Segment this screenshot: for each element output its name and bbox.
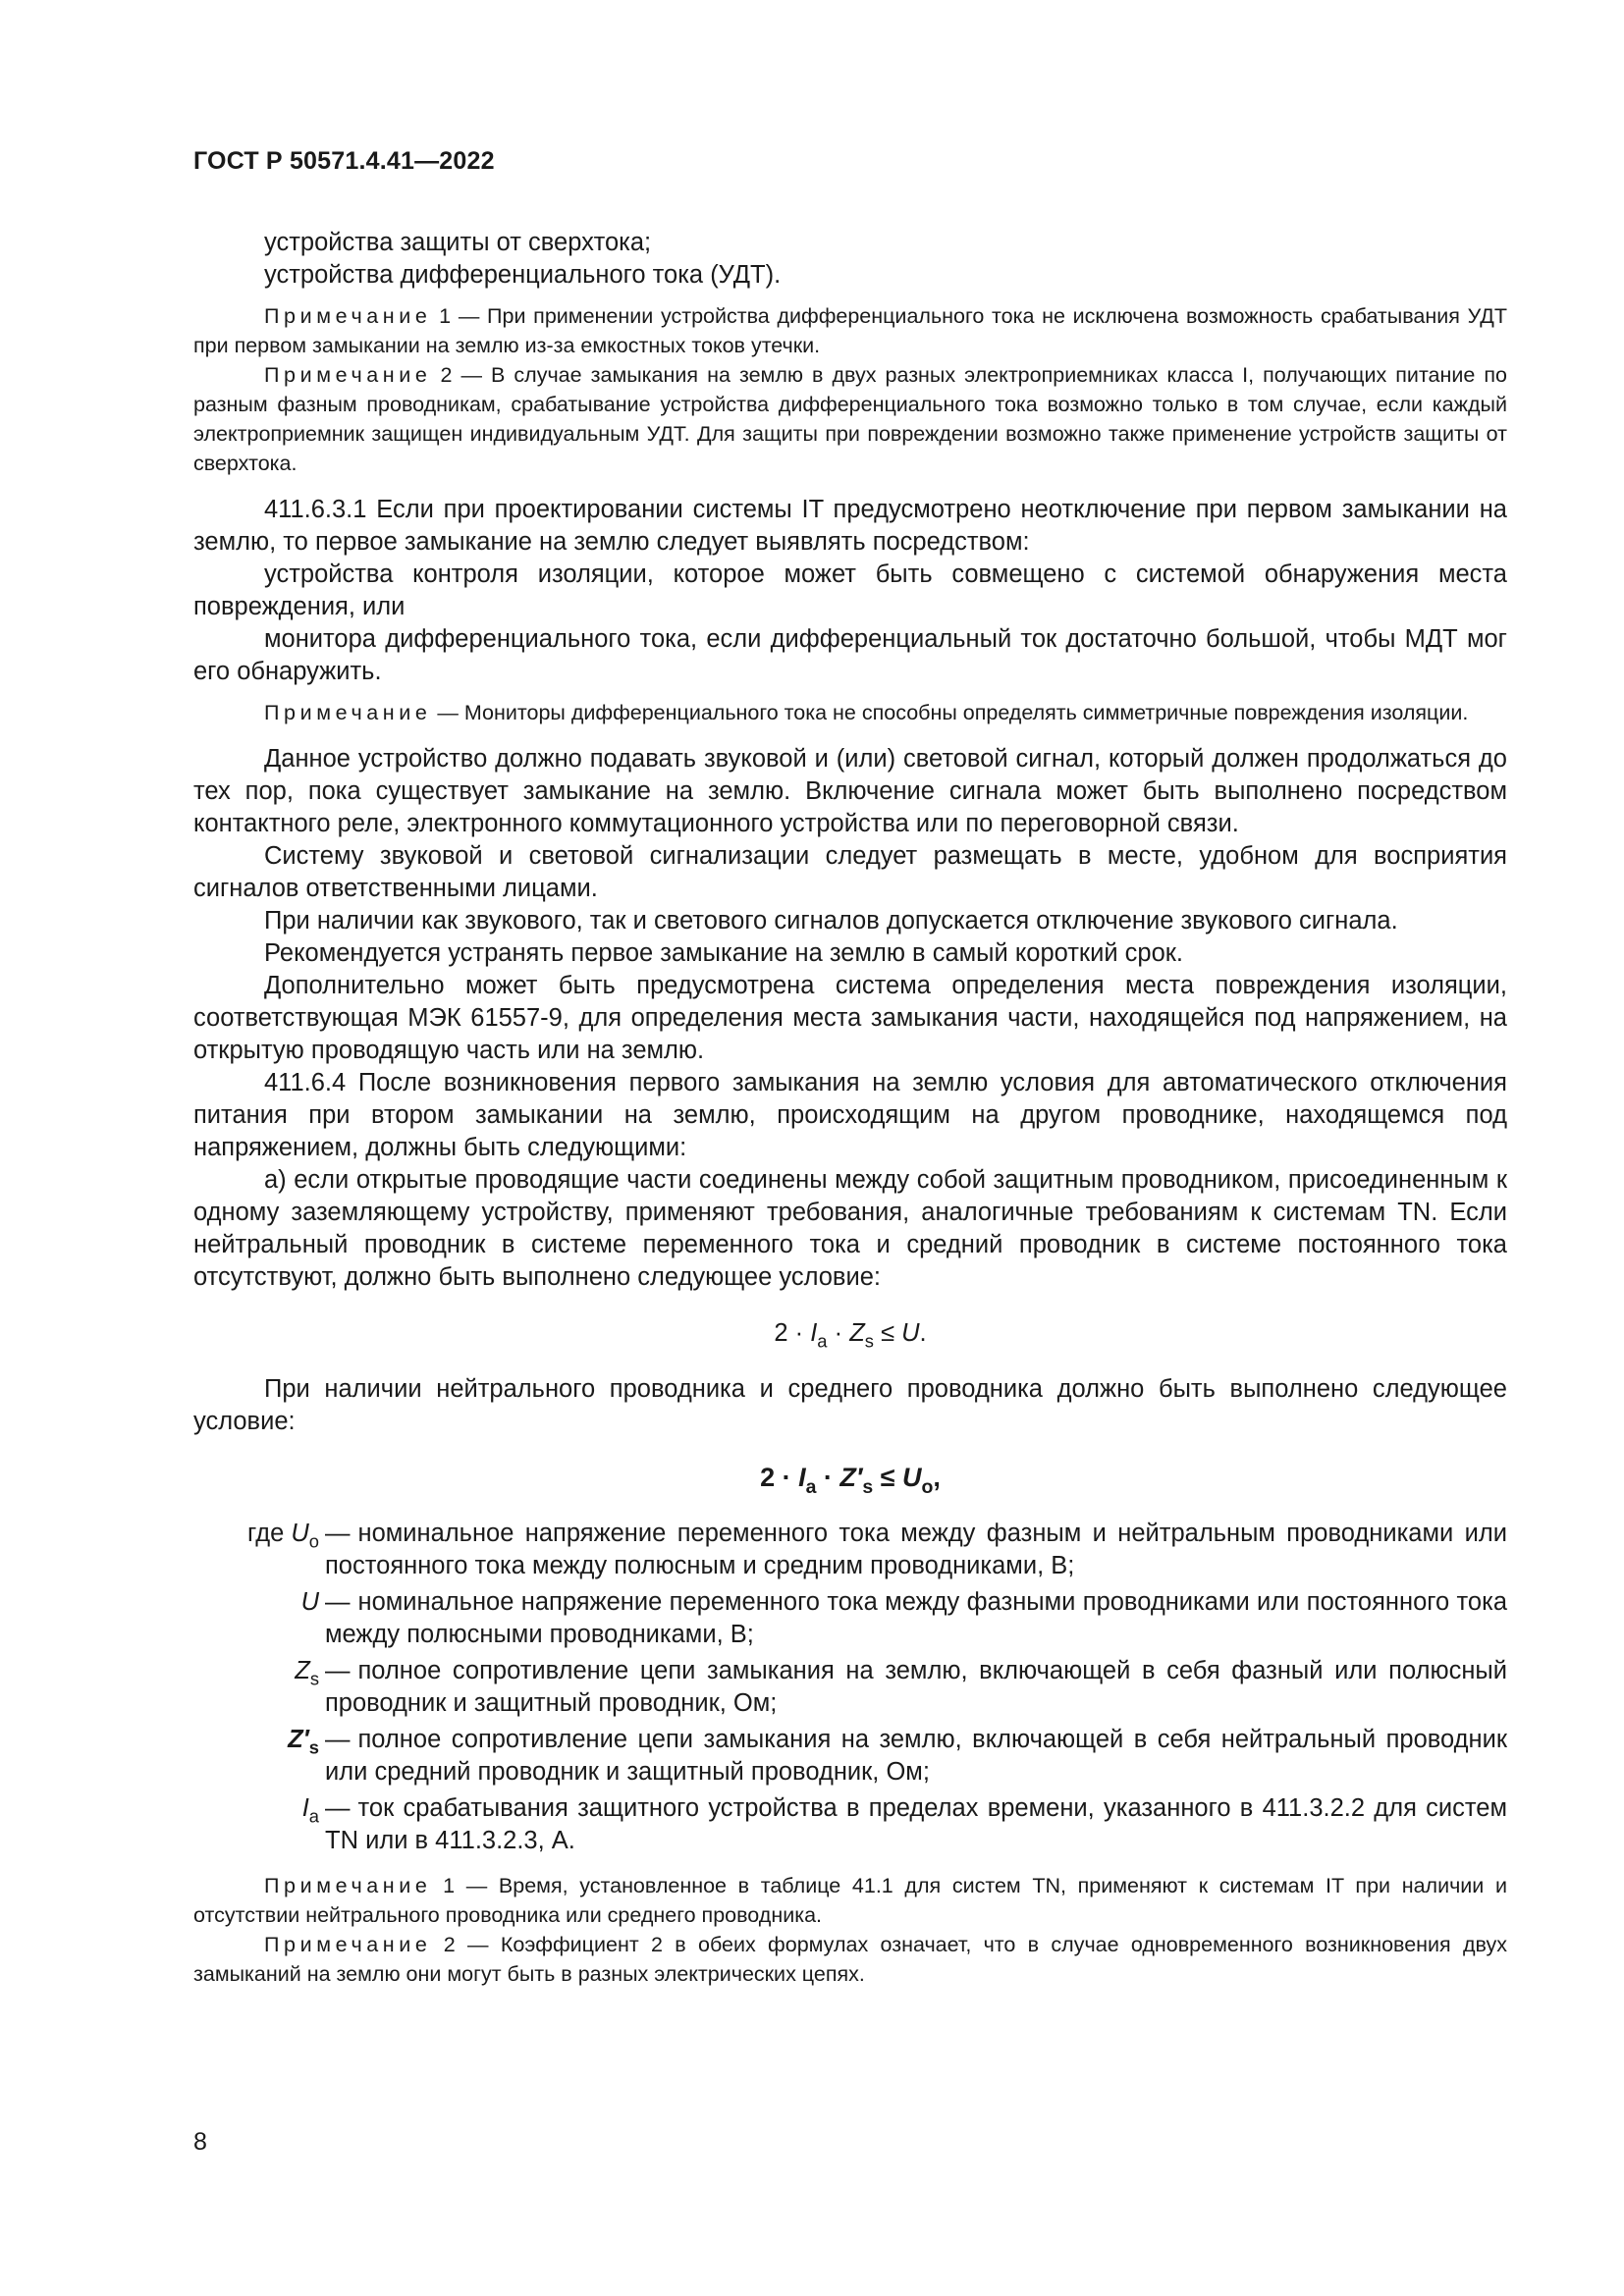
note-2 xyxy=(193,360,1507,478)
list-item: устройства дифференциального тока (УДТ). xyxy=(264,261,782,289)
paragraph: При наличии как звукового, так и светового сигналов допускается отключение звукового сигнала. xyxy=(264,907,1398,934)
note-label: Примечание xyxy=(264,363,432,387)
list-item: устройства защиты от сверхтока; xyxy=(264,229,652,256)
note-label: Примечание xyxy=(264,701,432,724)
note-text: — Мониторы дифференциального тока не способны определять симметричные повреждения изоляции. xyxy=(431,701,1469,724)
note-5 xyxy=(193,1930,1507,1989)
paragraph-411631: 411.6.3.1 Если при проектировании системы IT предусмотрено неотключение при первом замыкании на землю, то первое замыкание на землю следует выявлять посредством: xyxy=(193,496,1507,556)
note-label: Примечание xyxy=(264,304,432,328)
note-4 xyxy=(193,1871,1507,1930)
page-number: 8 xyxy=(193,2128,207,2156)
paragraph-neutral-condition: При наличии нейтрального проводника и среднего проводника должно быть выполнено следующее условие: xyxy=(193,1375,1507,1435)
note-label: Примечание xyxy=(264,1874,432,1897)
definition-uo: где $U_o$ — номинальное напряжение переменного тока между фазным и нейтральным проводниками или постоянного тока между полюсным и средним проводниками, В; xyxy=(247,1520,1507,1579)
document-header: ГОСТ Р 50571.4.41—2022 xyxy=(193,147,495,175)
formula-1: $2 \cdot I_a \cdot Z_s \le U$. xyxy=(774,1319,927,1352)
paragraph: Систему звуковой и световой сигнализации следует размещать в месте, удобном для восприятия сигналов ответственными лицами. xyxy=(193,842,1507,902)
definition-u: U — номинальное напряжение переменного тока между фазными проводниками или постоянного тока между полюсными проводниками, В; xyxy=(300,1588,1507,1648)
note-label: Примечание xyxy=(264,1933,432,1956)
formula-2: $2 \cdot I_a \cdot Z'_s \le U_o$, xyxy=(760,1463,941,1498)
paragraph: Рекомендуется устранять первое замыкание на землю в самый короткий срок. xyxy=(264,939,1184,967)
note-text: 1 — При применении устройства дифференциального тока не исключена возможность срабатывания УДТ при первом замыкании на землю из-за емкостных токов утечки. xyxy=(193,304,1507,357)
note-text: 1 — Время, установленное в таблице 41.1 для систем TN, применяют к системам IT при наличии и отсутствии нейтрального проводника или среднего проводника. xyxy=(193,1874,1507,1927)
paragraph: Данное устройство должно подавать звуковой и (или) световой сигнал, который должен продолжаться до тех пор, пока существует замыкание на землю. Включение сигнала может быть выполнено посредством контактного реле, электронного коммутационного устройства или по переговорной связи. xyxy=(193,745,1507,837)
definition-ia: $I_a$ — ток срабатывания защитного устройства в пределах времени, указанного в 411.3.2.2 для систем TN или в 411.3.2.3, А. xyxy=(301,1794,1507,1854)
note-1 xyxy=(193,301,1507,360)
note-3 xyxy=(193,698,1507,727)
page-body xyxy=(193,147,1507,1989)
paragraph-item-a: а) если открытые проводящие части соединены между собой защитным проводником, присоединенным к одному заземляющему устройству, применяют требования, аналогичные требованиям к системам TN. Если нейтральный проводник в системе переменного тока и средний проводник в системе постоянного тока отсутствуют, должно быть выполнено следующее условие: xyxy=(193,1166,1507,1291)
definitions-list xyxy=(193,1518,1507,1857)
list-item-imd: устройства контроля изоляции, которое может быть совмещено с системой обнаружения места повреждения, или xyxy=(193,561,1507,620)
note-text: 2 — Коэффициент 2 в обеих формулах означает, что в случае одновременного возникновения двух замыканий на землю они могут быть в разных электрических цепях. xyxy=(193,1933,1507,1986)
definition-zs-prime: $Z'_s$ — полное сопротивление цепи замыкания на землю, включающей в себя нейтральный проводник или средний проводник и защитный проводник, Ом; xyxy=(288,1726,1507,1786)
list-item-rcm: монитора дифференциального тока, если дифференциальный ток достаточно большой, чтобы МДТ мог его обнаружить. xyxy=(193,625,1507,685)
definition-zs: $Z_s$ — полное сопротивление цепи замыкания на землю, включающей в себя фазный или полюсный проводник и защитный проводник, Ом; xyxy=(295,1657,1507,1717)
paragraph: Дополнительно может быть предусмотрена система определения места повреждения изоляции, соответствующая МЭК 61557-9, для определения места замыкания части, находящейся под напряжением, на открытую проводящую часть или на землю. xyxy=(193,972,1507,1064)
note-text: 2 — В случае замыкания на землю в двух разных электроприемниках класса I, получающих питание по разным фазным проводникам, срабатывание устройства дифференциального тока возможно только в том случае, если каждый электроприемник защищен индивидуальным УДТ. Для защиты при повреждении возможно также применение устройств защиты от сверхтока. xyxy=(193,363,1507,475)
paragraph-41164: 411.6.4 После возникновения первого замыкания на землю условия для автоматического отключения питания при втором замыкании на землю, происходящим на другом проводнике, находящемся под напряжением, должны быть следующими: xyxy=(193,1069,1507,1161)
